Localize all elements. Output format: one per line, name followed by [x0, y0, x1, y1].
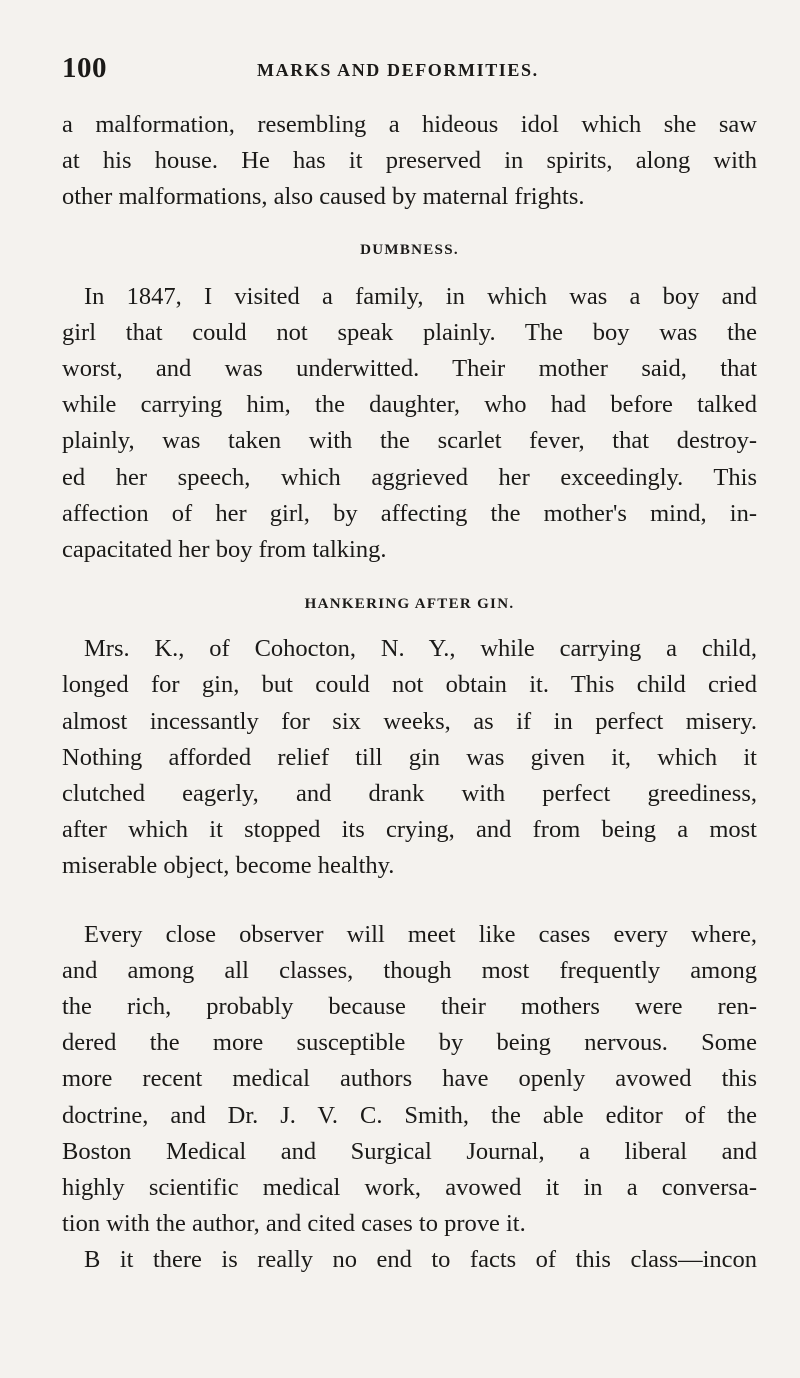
- text-line: a malformation, resembling a hideous idol which she saw: [62, 111, 757, 138]
- section-heading-dumbness: DUMBNESS.: [360, 241, 459, 258]
- text-line: doctrine, and Dr. J. V. C. Smith, the able editor of the: [62, 1101, 757, 1129]
- text-line: In 1847, I visited a family, in which was a boy and: [84, 282, 757, 310]
- text-line: while carrying him, the daughter, who had before talked: [62, 391, 757, 419]
- text-line: longed for gin, but could not obtain it. This child cried: [62, 671, 757, 699]
- section-heading-hankering-after-gin: HANKERING AFTER GIN.: [304, 596, 515, 613]
- text-line: the rich, probably because their mothers were ren-: [62, 993, 757, 1021]
- text-line: Boston Medical and Surgical Journal, a liberal and: [62, 1137, 757, 1165]
- text-line: clutched eagerly, and drank with perfect greediness,: [62, 780, 757, 808]
- text-line: at his house. He has it preserved in spirits, along with: [62, 147, 757, 175]
- text-line: tion with the author, and cited cases to prove it.: [62, 1210, 526, 1238]
- text-line: other malformations, also caused by maternal frights.: [62, 183, 585, 211]
- text-line: miserable object, become healthy.: [62, 852, 395, 880]
- text-line: highly scientific medical work, avowed it in a conversa-: [62, 1174, 757, 1202]
- text-line: B it there is really no end to facts of this class—incon: [84, 1246, 757, 1274]
- paragraph-gin: [62, 631, 757, 884]
- text-line: more recent medical authors have openly avowed this: [62, 1065, 757, 1093]
- running-head: [62, 52, 757, 92]
- text-line: after which it stopped its crying, and from being a most: [62, 816, 757, 844]
- text-line: and among all classes, though most frequently among: [62, 956, 757, 984]
- paragraph-dumbness: [62, 279, 757, 569]
- book-page: [62, 52, 757, 1279]
- paragraph-close-observer: [62, 917, 757, 1279]
- text-line: plainly, was taken with the scarlet fever, that destroy-: [62, 427, 757, 455]
- text-line: Nothing afforded relief till gin was given it, which it: [62, 743, 757, 771]
- text-line: girl that could not speak plainly. The boy was the: [62, 318, 757, 346]
- text-line: worst, and was underwitted. Their mother said, that: [62, 355, 757, 383]
- text-line: dered the more susceptible by being nervous. Some: [62, 1029, 757, 1057]
- text-line: affection of her girl, by affecting the mother's mind, in-: [62, 499, 757, 527]
- paragraph-malformation: [62, 107, 757, 216]
- text-line: ed her speech, which aggrieved her exceedingly. This: [62, 463, 757, 491]
- page-number: 100: [62, 52, 107, 84]
- running-title: MARKS AND DEFORMITIES.: [257, 60, 539, 80]
- text-line: capacitated her boy from talking.: [62, 536, 387, 564]
- text-line: Every close observer will meet like cases every where,: [84, 920, 757, 948]
- text-line: Mrs. K., of Cohocton, N. Y., while carrying a child,: [84, 635, 757, 663]
- text-line: almost incessantly for six weeks, as if in perfect misery.: [62, 707, 757, 735]
